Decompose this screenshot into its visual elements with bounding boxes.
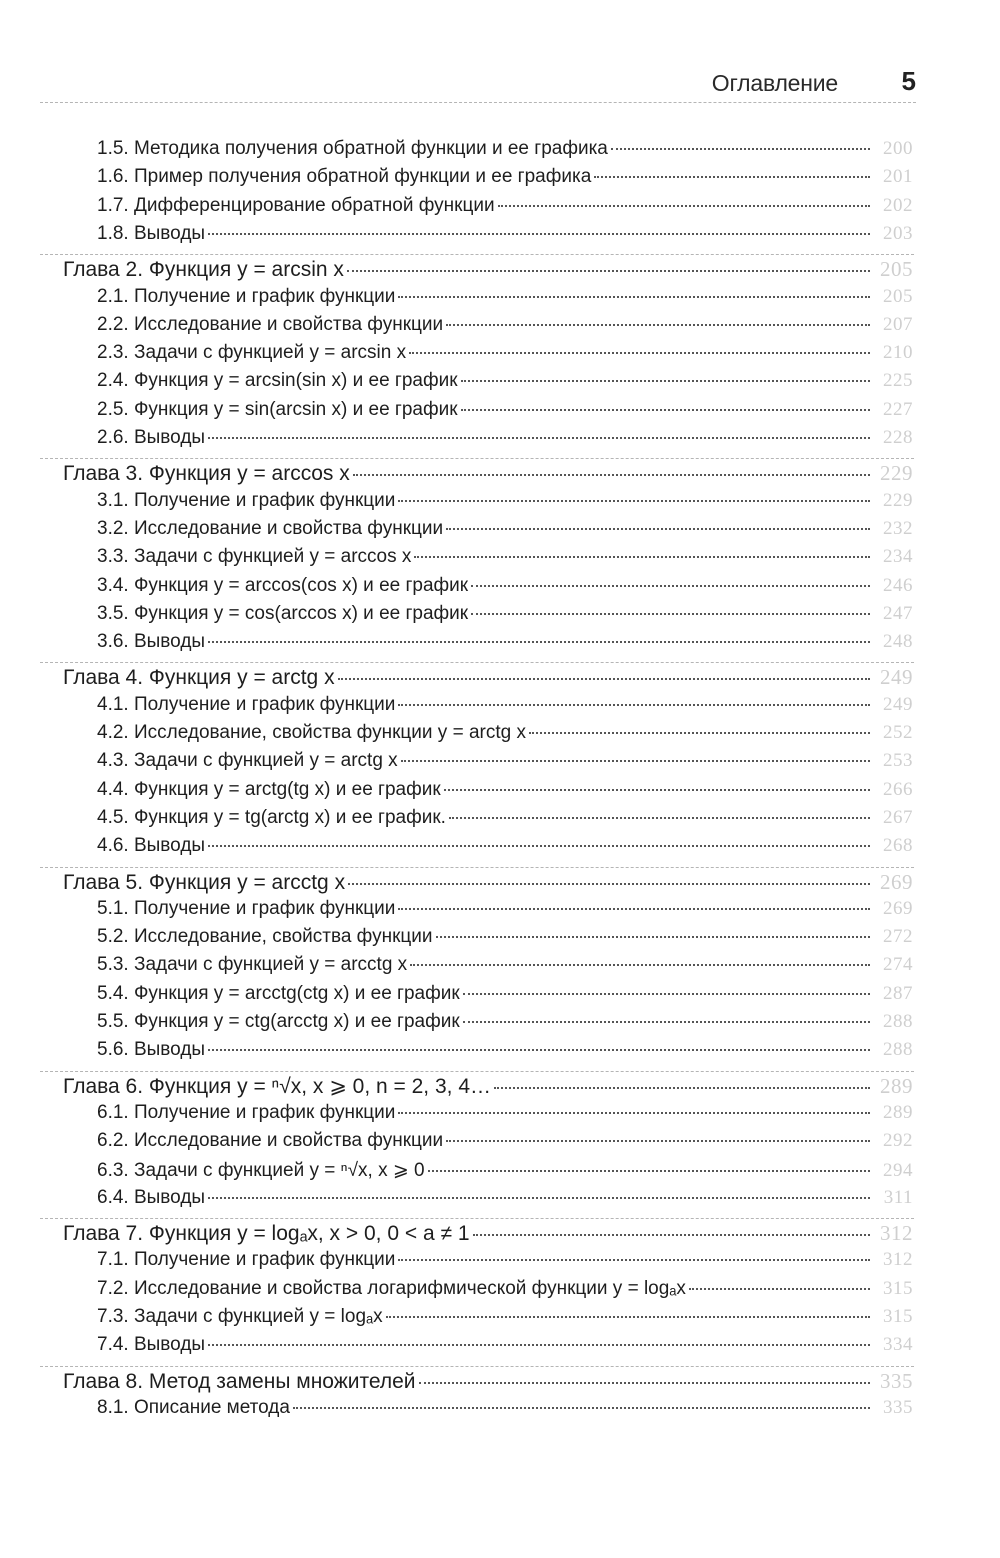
toc-entry-page: 315	[883, 1277, 913, 1299]
toc-section-entry[interactable]	[97, 370, 913, 398]
dot-leader	[463, 1021, 870, 1023]
toc-entry-page: 205	[883, 285, 913, 307]
toc-entry-page: 288	[883, 1011, 913, 1032]
toc-entry-page: 207	[883, 313, 913, 335]
toc-section-entry[interactable]	[97, 603, 913, 631]
toc-entry-label: Глава 7. Функция y = logₐx, x > 0, 0 < a ≠ 1	[63, 1222, 470, 1246]
header-page-number: 5	[901, 66, 916, 96]
running-header	[40, 66, 916, 103]
toc-entry-page: 315	[883, 1306, 913, 1327]
toc-entry-page: 202	[883, 194, 913, 216]
toc-entry-label: 4.5. Функция y = tg(arctg x) и ее график.	[97, 806, 446, 828]
toc-section-entry[interactable]	[97, 926, 913, 954]
dot-leader	[398, 500, 870, 502]
toc-entry-label: 8.1. Описание метода	[97, 1396, 290, 1418]
dot-leader	[398, 296, 870, 298]
toc-section-entry[interactable]	[97, 779, 913, 807]
toc-entry-page: 249	[880, 665, 913, 690]
dot-leader	[471, 585, 870, 587]
toc-entry-label: 5.4. Функция y = arcctg(ctg x) и ее график	[97, 982, 460, 1004]
dot-leader	[498, 205, 870, 207]
toc-entry-page: 267	[883, 806, 913, 828]
toc-entry-label: 5.3. Задачи с функцией y = arcctg x	[97, 954, 408, 976]
toc-section-entry[interactable]	[97, 807, 913, 835]
dot-leader	[446, 1140, 870, 1142]
toc-section-entry[interactable]	[97, 1159, 913, 1187]
toc-chapter-entry[interactable]	[63, 1221, 913, 1249]
toc-entry-label: 4.4. Функция y = arctg(tg x) и ее график	[97, 778, 441, 800]
toc-entry-label: 7.4. Выводы	[97, 1334, 206, 1356]
toc-entry-label: 7.1. Получение и график функции	[97, 1249, 396, 1271]
toc-entry-label: 6.2. Исследование и свойства функции	[97, 1130, 444, 1152]
toc-section-entry[interactable]	[97, 314, 913, 342]
toc-section-entry[interactable]	[97, 1306, 913, 1334]
toc-section-entry[interactable]	[97, 138, 913, 166]
toc-entry-label: 3.4. Функция y = arccos(cos x) и ее график	[97, 574, 469, 596]
dot-leader	[461, 380, 870, 382]
toc-entry-label: Глава 3. Функция y = arccos x	[63, 462, 350, 486]
toc-section-entry[interactable]	[97, 954, 913, 982]
toc-entry-label: Глава 5. Функция y = arcctg x	[63, 870, 346, 894]
dot-leader	[293, 1407, 870, 1409]
toc-entry-page: 272	[883, 926, 913, 948]
dot-leader	[594, 176, 870, 178]
toc-chapter-entry[interactable]	[63, 1074, 913, 1102]
dot-leader	[338, 678, 870, 680]
toc-chapter-entry[interactable]	[63, 1369, 913, 1397]
toc-entry-label: Глава 4. Функция y = arctg x	[63, 666, 335, 690]
toc-section-entry[interactable]	[97, 750, 913, 778]
dot-leader	[463, 993, 870, 995]
dot-leader	[409, 352, 870, 354]
dot-leader	[611, 148, 870, 150]
dot-leader	[348, 883, 870, 885]
toc-section-entry[interactable]	[97, 1397, 913, 1425]
toc-section-entry[interactable]	[97, 835, 913, 863]
toc-section-entry[interactable]	[97, 1334, 913, 1362]
toc-section-entry[interactable]	[97, 518, 913, 546]
toc-section-entry[interactable]	[97, 166, 913, 194]
toc-entry-page: 249	[883, 693, 913, 715]
toc-entry-page: 334	[883, 1334, 913, 1356]
dot-leader	[446, 528, 870, 530]
toc-entry-label: Глава 8. Метод замены множителей	[63, 1369, 416, 1393]
toc-entry-page: 234	[883, 546, 913, 568]
toc-entry-page: 253	[883, 750, 913, 772]
toc-section-entry[interactable]	[97, 286, 913, 314]
toc-section-entry[interactable]	[97, 1102, 913, 1130]
toc-entry-page: 246	[883, 574, 913, 596]
toc-entry-page: 229	[880, 461, 913, 486]
toc-entry-label: 6.1. Получение и график функции	[97, 1101, 396, 1123]
toc-entry-label: 7.3. Задачи с функцией y = logₐx	[97, 1306, 383, 1327]
toc-entry-page: 210	[883, 342, 913, 364]
toc-section-entry[interactable]	[97, 1278, 913, 1306]
chapter-divider	[40, 1218, 914, 1219]
toc-section-entry[interactable]	[97, 546, 913, 574]
toc-entry-label: 1.6. Пример получения обратной функции и ее графика	[97, 166, 592, 188]
chapter-divider	[40, 254, 914, 255]
toc-section-entry[interactable]	[97, 631, 913, 659]
toc-section-entry[interactable]	[97, 399, 913, 427]
toc-entry-page: 268	[883, 835, 913, 857]
toc-section-entry[interactable]	[97, 1249, 913, 1277]
dot-leader	[353, 474, 870, 476]
toc-entry-page: 232	[883, 517, 913, 539]
toc-entry-page: 252	[883, 722, 913, 743]
toc-entry-label: 2.2. Исследование и свойства функции	[97, 313, 444, 335]
toc-section-entry[interactable]	[97, 342, 913, 370]
toc-section-entry[interactable]	[97, 1130, 913, 1158]
toc-entry-page: 269	[880, 869, 913, 894]
toc-section-entry[interactable]	[97, 694, 913, 722]
dot-leader	[446, 324, 870, 326]
toc-section-entry[interactable]	[97, 1011, 913, 1039]
toc-entry-label: 2.6. Выводы	[97, 427, 206, 448]
toc-entry-page: 225	[883, 370, 913, 392]
dot-leader	[689, 1288, 870, 1290]
dot-leader	[410, 964, 870, 966]
toc-entry-page: 312	[883, 1249, 913, 1271]
toc-entry-label: 5.1. Получение и график функции	[97, 897, 396, 919]
toc-entry-page: 292	[883, 1130, 913, 1152]
dot-leader	[208, 641, 870, 643]
dot-leader	[398, 704, 870, 706]
toc-entry-label: 2.3. Задачи с функцией y = arcsin x	[97, 342, 407, 364]
toc-entry-page: 266	[883, 778, 913, 800]
dot-leader	[436, 936, 870, 938]
dot-leader	[529, 732, 870, 734]
dot-leader	[208, 1344, 870, 1346]
toc-section-entry[interactable]	[97, 223, 913, 251]
toc-entry-label: 1.5. Методика получения обратной функции и ее графика	[97, 138, 608, 159]
toc-entry-page: 294	[883, 1159, 913, 1181]
dot-leader	[386, 1316, 870, 1318]
toc-entry-page: 289	[883, 1101, 913, 1123]
toc-entry-label: 6.3. Задачи с функцией y = ⁿ√x, x ⩾ 0	[97, 1159, 425, 1181]
toc-entry-page: 335	[880, 1368, 913, 1393]
dot-leader	[473, 1234, 870, 1236]
dot-leader	[208, 1049, 870, 1051]
toc-section-entry[interactable]	[97, 195, 913, 223]
chapter-divider	[40, 458, 914, 459]
dot-leader	[208, 233, 870, 235]
toc-entry-label: 3.2. Исследование и свойства функции	[97, 517, 444, 539]
toc-entry-label: 4.3. Задачи с функцией y = arctg x	[97, 750, 398, 772]
toc-entry-label: 5.2. Исследование, свойства функции	[97, 926, 433, 948]
toc-entry-page: 200	[883, 138, 913, 159]
toc-entry-label: 1.7. Дифференцирование обратной функции	[97, 194, 495, 216]
toc-chapter-entry[interactable]	[63, 461, 913, 489]
dot-leader	[208, 845, 870, 847]
toc-entry-label: Глава 6. Функция y = ⁿ√x, x ⩾ 0, n = 2, 3, 4…	[63, 1074, 492, 1098]
toc-entry-label: Глава 2. Функция y = arcsin x	[63, 258, 344, 282]
dot-leader	[398, 1112, 870, 1114]
dot-leader	[461, 409, 870, 411]
toc-entry-page: 205	[880, 257, 913, 282]
dot-leader	[398, 908, 870, 910]
toc-entry-page: 335	[883, 1396, 913, 1418]
toc-entry-page: 311	[883, 1186, 913, 1208]
toc-chapter-entry[interactable]	[63, 257, 913, 285]
chapter-divider	[40, 1366, 914, 1367]
dot-leader	[471, 613, 870, 615]
toc-section-entry[interactable]	[97, 983, 913, 1011]
chapter-divider	[40, 1071, 914, 1072]
dot-leader	[494, 1087, 870, 1089]
toc-entry-label: 2.1. Получение и график функции	[97, 285, 396, 307]
toc-entry-page: 228	[883, 427, 913, 448]
toc-section-entry[interactable]	[97, 898, 913, 926]
toc-chapter-entry[interactable]	[63, 870, 913, 898]
toc-entry-label: 2.4. Функция y = arcsin(sin x) и ее график	[97, 370, 458, 392]
toc-entry-label: 2.5. Функция y = sin(arcsin x) и ее график	[97, 398, 458, 420]
toc-entry-label: 1.8. Выводы	[97, 222, 206, 244]
toc-section-entry[interactable]	[97, 490, 913, 518]
toc-section-entry[interactable]	[97, 427, 913, 455]
toc-entry-page: 248	[883, 631, 913, 653]
dot-leader	[444, 789, 870, 791]
dot-leader	[208, 1197, 870, 1199]
dot-leader	[208, 437, 870, 439]
toc-entry-label: 5.5. Функция y = ctg(arcctg x) и ее график	[97, 1011, 460, 1032]
dot-leader	[401, 760, 870, 762]
dot-leader	[347, 270, 870, 272]
toc-entry-page: 203	[883, 222, 913, 244]
chapter-divider	[40, 662, 914, 663]
dot-leader	[414, 556, 870, 558]
toc-entry-page: 201	[883, 166, 913, 188]
toc-entry-label: 3.5. Функция y = cos(arccos x) и ее график	[97, 602, 469, 624]
toc-entry-page: 312	[880, 1221, 913, 1246]
toc-entry-label: 3.1. Получение и график функции	[97, 489, 396, 511]
toc-entry-label: 4.6. Выводы	[97, 835, 206, 857]
dot-leader	[428, 1170, 870, 1172]
toc-chapter-entry[interactable]	[63, 665, 913, 693]
toc-entry-page: 229	[883, 489, 913, 511]
dot-leader	[449, 817, 870, 819]
toc-section-entry[interactable]	[97, 1187, 913, 1215]
toc-section-entry[interactable]	[97, 1039, 913, 1067]
toc-entry-label: 4.1. Получение и график функции	[97, 693, 396, 715]
toc-entry-label: 5.6. Выводы	[97, 1039, 206, 1061]
toc-entry-page: 247	[883, 602, 913, 624]
chapter-divider	[40, 867, 914, 868]
toc-entry-page: 227	[883, 398, 913, 420]
toc-entry-label: 6.4. Выводы	[97, 1186, 206, 1208]
toc-entry-label: 7.2. Исследование и свойства логарифмической функции y = logₐx	[97, 1277, 686, 1299]
dot-leader	[419, 1382, 870, 1384]
toc-section-entry[interactable]	[97, 575, 913, 603]
toc-entry-page: 274	[883, 954, 913, 976]
toc-entry-label: 3.6. Выводы	[97, 631, 206, 653]
toc-section-entry[interactable]	[97, 722, 913, 750]
toc-entry-label: 3.3. Задачи с функцией y = arccos x	[97, 546, 412, 568]
toc-entry-page: 287	[883, 982, 913, 1004]
toc-entry-page: 269	[883, 897, 913, 919]
header-title: Оглавление	[711, 70, 838, 96]
toc-entry-label: 4.2. Исследование, свойства функции y = arctg x	[97, 722, 526, 743]
dot-leader	[398, 1259, 870, 1261]
toc-entry-page: 288	[883, 1039, 913, 1061]
toc-entry-page: 289	[880, 1073, 913, 1098]
